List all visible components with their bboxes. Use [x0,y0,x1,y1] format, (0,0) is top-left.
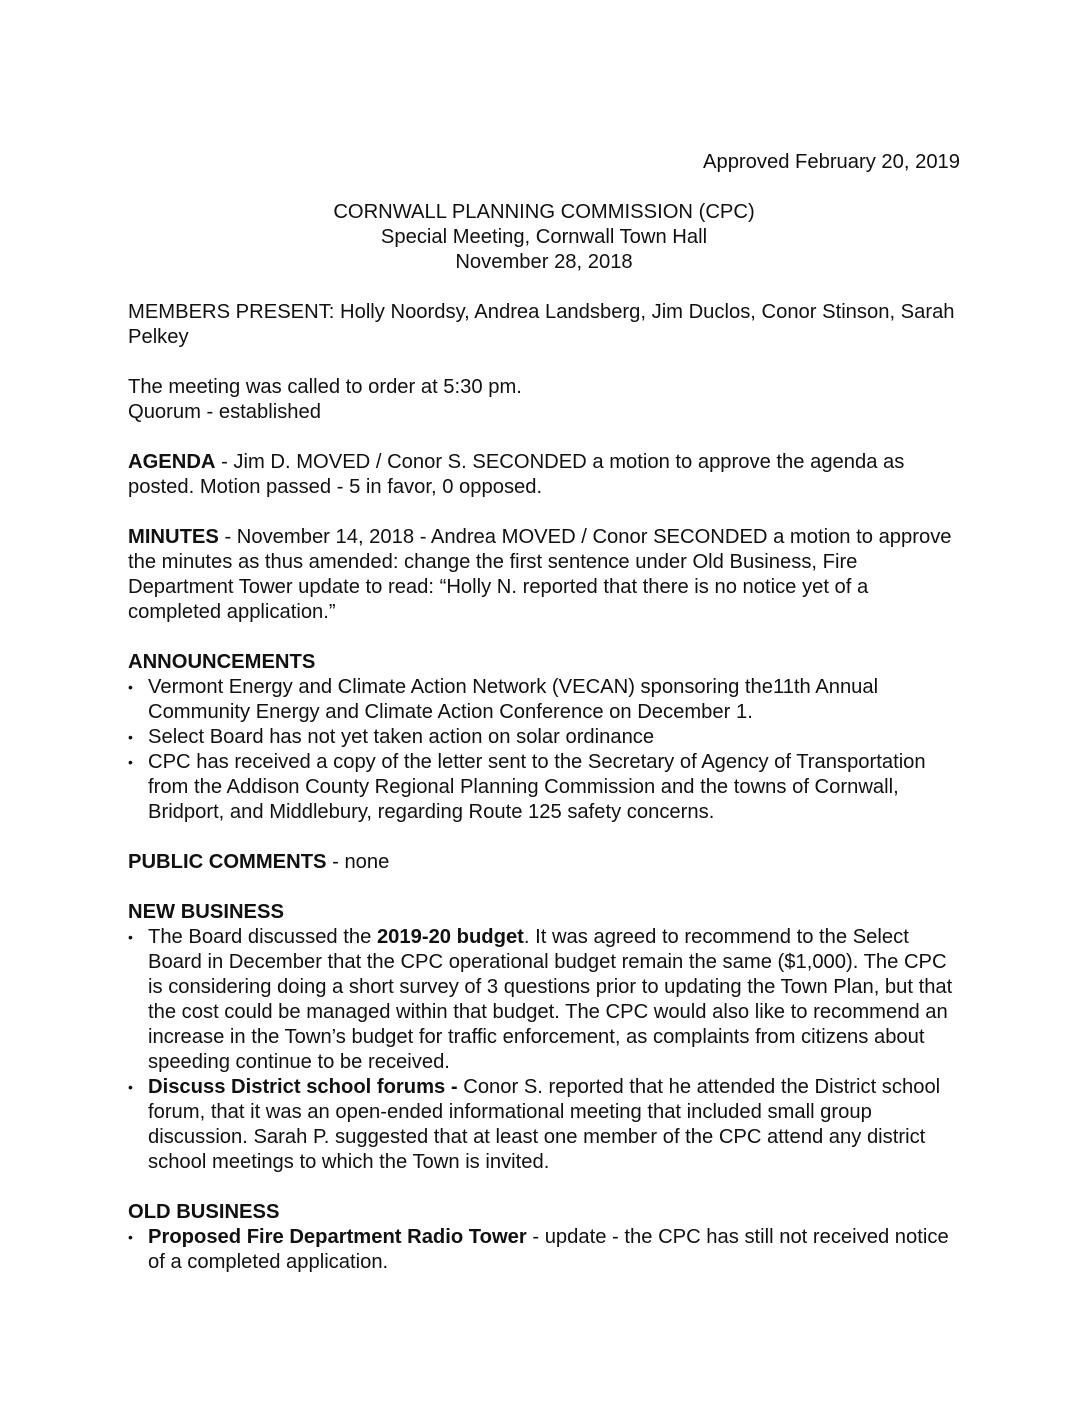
budget-text: . It was agreed to recommend to the Select Board in December that the CPC operational budget remain the same ($1,000). The CPC is considering doing a short survey of 3 questions prior to updating the Town Plan, but that the cost could be managed within that budget. The CPC would also like to recommend an increase in the Town’s budget for traffic enforcement, as complaints from citizens about speeding continue to be received. [148,926,953,1073]
meeting-date: November 28, 2018 [455,251,633,273]
document-page [128,150,960,1275]
agenda-label: AGENDA [128,451,216,473]
bullet-icon: • [128,1079,133,1095]
budget-pre: The Board discussed the [148,926,377,948]
members-label: MEMBERS PRESENT: [128,301,335,323]
members-present [128,300,960,350]
public-comments-label: PUBLIC COMMENTS [128,851,327,873]
old-business-title: OLD BUSINESS [128,1201,280,1223]
announcements-list [128,675,960,825]
announcement-text: Vermont Energy and Climate Action Network (VECAN) sponsoring the11th Annual Community Energy and Climate Action Conference on December 1. [148,676,879,723]
announcements-section [128,650,960,825]
public-comments-section [128,850,960,875]
commission-title: CORNWALL PLANNING COMMISSION (CPC) [333,201,755,223]
bullet-icon: • [128,1229,133,1245]
list-item [128,725,960,750]
call-to-order [128,375,960,425]
school-forums-text: Conor S. reported that he attended the District school forum, that it was an open-ended informational meeting that included small group discussion. Sarah P. suggested that at least one member of the CPC attend any district school meetings to which the Town is invited. [148,1076,941,1173]
members-list: Holly Noordsy, Andrea Landsberg, Jim Duclos, Conor Stinson, Sarah Pelkey [128,301,955,348]
list-item [128,1075,960,1175]
bullet-icon: • [128,754,133,770]
announcements-title: ANNOUNCEMENTS [128,651,316,673]
announcement-text: CPC has received a copy of the letter sent to the Secretary of Agency of Transportation from the Addison County Regional Planning Commission and the towns of Cornwall, Bridport, and Middlebury, regarding Route 125 safety concerns. [148,751,926,823]
list-item [128,675,960,725]
bullet-icon: • [128,679,133,695]
radio-tower-label: Proposed Fire Department Radio Tower [148,1226,527,1248]
public-comments-text: - none [326,851,390,873]
bullet-icon: • [128,929,133,945]
budget-label: 2019-20 budget [376,926,524,948]
meeting-type: Special Meeting, Cornwall Town Hall [380,226,708,248]
new-business-section [128,900,960,1175]
quorum-line: Quorum - established [128,401,321,423]
school-forums-label: Discuss District school forums - [148,1076,458,1098]
radio-tower-text: - update - the CPC has still not received notice of a completed application. [148,1226,949,1273]
announcement-text: Select Board has not yet taken action on solar ordinance [148,726,655,748]
minutes-text: - November 14, 2018 - Andrea MOVED / Conor SECONDED a motion to approve the minutes as thus amended: change the first sentence under Old Business, Fire Department Tower update to read: “Holly N. reported that there is no notice yet of a completed application.” [128,526,952,623]
agenda-section [128,450,960,500]
document-header [128,200,960,275]
call-to-order-line: The meeting was called to order at 5:30 pm. [128,376,522,398]
new-business-list [128,925,960,1175]
minutes-section [128,525,960,625]
minutes-label: MINUTES [128,526,219,548]
list-item [128,750,960,825]
new-business-title: NEW BUSINESS [128,901,284,923]
old-business-section [128,1200,960,1275]
agenda-text: - Jim D. MOVED / Conor S. SECONDED a motion to approve the agenda as posted. Motion passed - 5 in favor, 0 opposed. [128,451,905,498]
list-item [128,1225,960,1275]
bullet-icon: • [128,729,133,745]
list-item [128,925,960,1075]
approval-date: Approved February 20, 2019 [703,151,960,173]
old-business-list [128,1225,960,1275]
